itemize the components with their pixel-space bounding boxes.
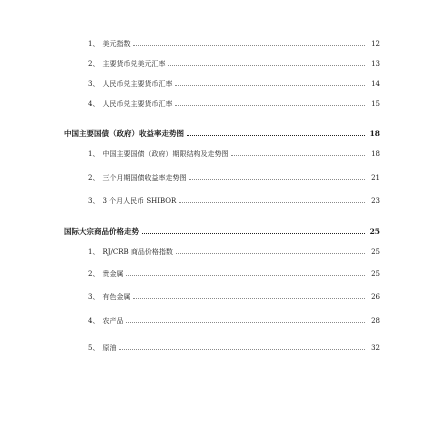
toc-entry-title: 主要货币兑美元汇率 (102, 60, 166, 68)
toc-entry-title: 三个月期国债收益率走势图 (102, 174, 187, 182)
toc-entry-page: 21 (371, 174, 380, 182)
dot-leader (142, 233, 365, 234)
toc-entry-title: 原油 (102, 344, 117, 352)
toc-entry-title: 美元指数 (102, 40, 131, 48)
toc-entry-number: 1、 (88, 150, 100, 158)
dot-leader (126, 275, 365, 276)
toc-entry-number: 4、 (88, 100, 100, 108)
toc-section-heading[interactable] (64, 126, 380, 138)
toc-entry-page: 25 (369, 227, 380, 236)
toc-entry-page: 18 (369, 129, 380, 138)
toc-entry-title: 人民币兑主要货币汇率 (102, 100, 173, 108)
toc-entry-number: 5、 (88, 344, 100, 352)
toc-entry[interactable] (88, 193, 380, 205)
dot-leader (179, 202, 365, 203)
toc-entry-page: 14 (371, 80, 380, 88)
toc-entry-number: 3、 (88, 197, 100, 205)
toc-entry-page: 12 (371, 40, 380, 48)
toc-entry-page: 26 (371, 293, 380, 301)
dot-leader (175, 85, 365, 86)
dot-leader (126, 322, 365, 323)
dot-leader (133, 45, 365, 46)
toc-entry-number: 2、 (88, 270, 100, 278)
toc-entry[interactable] (88, 146, 380, 158)
toc-entry[interactable] (88, 340, 380, 352)
toc-entry-title: 3 个月人民币 SHIBOR (102, 197, 177, 205)
toc-entry-page: 13 (371, 60, 380, 68)
toc-entry-page: 18 (371, 150, 380, 158)
toc-entry-number: 3、 (88, 293, 100, 301)
toc-entry[interactable] (88, 313, 380, 325)
toc-entry[interactable] (88, 266, 380, 278)
toc-entry-title: 国际大宗商品价格走势 (64, 227, 139, 236)
toc-entry-number: 2、 (88, 60, 100, 68)
toc-entry[interactable] (88, 36, 380, 48)
toc-entry-number: 1、 (88, 40, 100, 48)
toc-entry-title: 有色金属 (102, 293, 131, 301)
dot-leader (176, 253, 365, 254)
toc-entry[interactable] (88, 76, 380, 88)
toc-entry-title: 中国主要国债（政府）期限结构及走势图 (102, 150, 229, 158)
toc-entry-page: 32 (371, 344, 380, 352)
toc-entry-title: 中国主要国债（政府）收益率走势图 (64, 129, 184, 138)
toc-entry-title: RJ/CRB 商品价格指数 (102, 248, 173, 256)
toc-entry[interactable] (88, 289, 380, 301)
toc-entry-page: 15 (371, 100, 380, 108)
toc-entry[interactable] (88, 96, 380, 108)
toc-entry[interactable] (88, 244, 380, 256)
dot-leader (119, 349, 365, 350)
toc-entry-number: 4、 (88, 317, 100, 325)
toc-entry[interactable] (88, 56, 380, 68)
toc-entry-number: 3、 (88, 80, 100, 88)
toc-entry-page: 23 (371, 197, 380, 205)
toc-entry-page: 25 (371, 248, 380, 256)
toc-entry[interactable] (88, 170, 380, 182)
dot-leader (189, 179, 365, 180)
dot-leader (168, 65, 365, 66)
dot-leader (175, 105, 365, 106)
dot-leader (133, 298, 365, 299)
toc-section-heading[interactable] (64, 224, 380, 236)
toc-entry-page: 28 (371, 317, 380, 325)
toc-entry-title: 农产品 (102, 317, 124, 325)
dot-leader (187, 135, 365, 136)
toc-entry-title: 贵金属 (102, 270, 124, 278)
toc-entry-number: 1、 (88, 248, 100, 256)
dot-leader (231, 155, 365, 156)
toc-entry-number: 2、 (88, 174, 100, 182)
toc-entry-title: 人民币兑主要货币汇率 (102, 80, 173, 88)
toc-entry-page: 25 (371, 270, 380, 278)
